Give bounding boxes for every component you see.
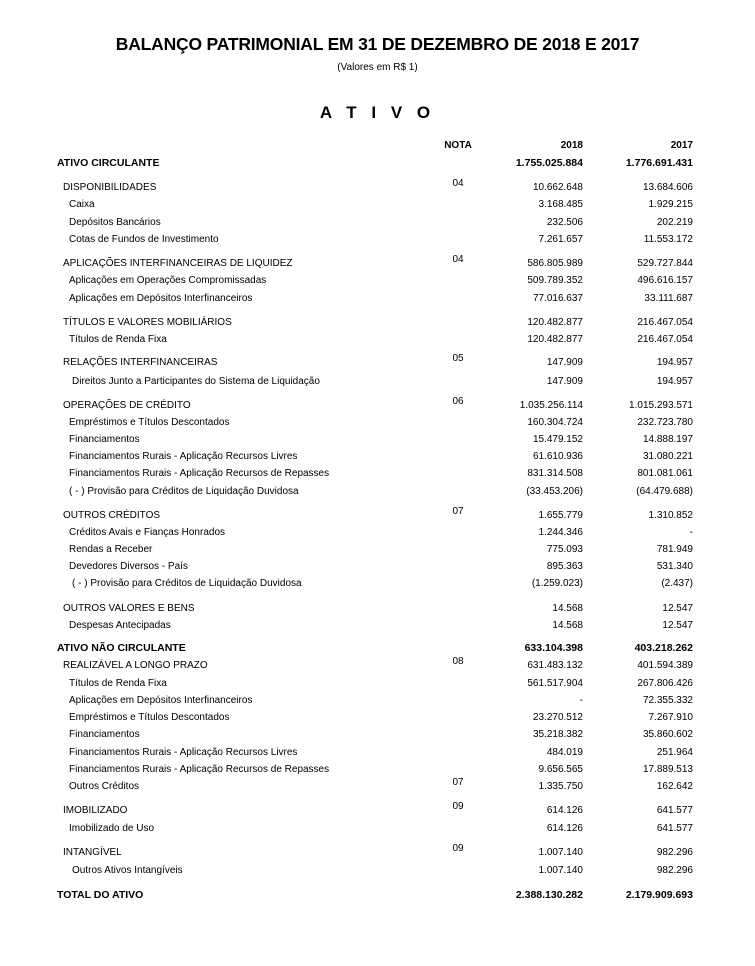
row-value-2017: 232.723.780: [637, 417, 693, 428]
row-value-2018: 1.755.025.884: [515, 157, 583, 169]
row-value-2017: 403.218.262: [634, 642, 693, 654]
row-value-2018: 61.610.936: [532, 451, 583, 462]
row-label: Devedores Diversos - País: [69, 561, 188, 572]
row-label: Outros Créditos: [69, 781, 140, 792]
row-value-2017: 641.577: [656, 805, 693, 816]
row-label: Financiamentos: [69, 729, 140, 740]
table-row: [0, 821, 755, 837]
row-label: Títulos de Renda Fixa: [69, 678, 167, 689]
table-row: [0, 693, 755, 709]
row-value-2018: 147.909: [546, 357, 583, 368]
row-value-2018: 1.035.256.114: [519, 400, 583, 411]
row-nota: 08: [452, 656, 464, 667]
row-nota: 04: [452, 178, 464, 189]
row-label: IMOBILIZADO: [63, 805, 128, 816]
row-value-2017: 72.355.332: [642, 695, 693, 706]
row-value-2017: 7.267.910: [648, 712, 693, 723]
table-row: [0, 803, 755, 819]
row-value-2018: 614.126: [546, 823, 583, 834]
row-value-2017: -: [689, 527, 693, 538]
row-nota: 05: [452, 353, 464, 364]
row-value-2017: 982.296: [656, 847, 693, 858]
row-value-2017: 1.929.215: [648, 199, 693, 210]
row-label: ( - ) Provisão para Créditos de Liquidação Duvidosa: [72, 578, 302, 589]
row-label: Financiamentos Rurais - Aplicação Recursos de Repasses: [69, 764, 330, 775]
row-value-2017: 13.684.606: [642, 182, 693, 193]
row-value-2018: 631.483.132: [527, 660, 583, 671]
table-row: [0, 256, 755, 272]
row-nota: 09: [452, 843, 464, 854]
row-value-2018: 9.656.565: [538, 764, 583, 775]
row-value-2017: 982.296: [656, 865, 693, 876]
table-row: [0, 601, 755, 617]
row-value-2018: 614.126: [546, 805, 583, 816]
row-label: Aplicações em Depósitos Interfinanceiros: [69, 293, 253, 304]
row-value-2018: 232.506: [546, 217, 583, 228]
row-label: Direitos Junto a Participantes do Sistema de Liquidação: [72, 376, 320, 387]
table-row: [0, 676, 755, 692]
table-row: [0, 484, 755, 500]
column-header-2018: 2018: [560, 140, 583, 151]
row-label: Rendas a Receber: [69, 544, 153, 555]
row-value-2018: 23.270.512: [532, 712, 583, 723]
row-value-2018: 1.244.346: [538, 527, 583, 538]
row-value-2018: 775.093: [546, 544, 583, 555]
row-label: OUTROS CRÉDITOS: [63, 510, 161, 521]
table-row: [0, 273, 755, 289]
row-label: Financiamentos Rurais - Aplicação Recursos de Repasses: [69, 468, 330, 479]
row-value-2017: 17.889.513: [642, 764, 693, 775]
table-row-total: [0, 887, 755, 903]
row-value-2017: 14.888.197: [642, 434, 693, 445]
table-row: [0, 374, 755, 390]
table-row: [0, 232, 755, 248]
column-header-2017: 2017: [670, 140, 693, 151]
row-label: Aplicações em Depósitos Interfinanceiros: [69, 695, 253, 706]
table-row: [0, 745, 755, 761]
row-value-2017: 496.616.157: [637, 275, 693, 286]
row-value-2018: 14.568: [552, 620, 583, 631]
table-row: [0, 466, 755, 482]
row-value-2018: 1.655.779: [538, 510, 583, 521]
table-row: [0, 542, 755, 558]
row-value-2017: 2.179.909.693: [625, 889, 693, 901]
row-label: APLICAÇÕES INTERFINANCEIRAS DE LIQUIDEZ: [63, 258, 293, 269]
page-subtitle: (Valores em R$ 1): [337, 62, 418, 73]
row-value-2017: 531.340: [656, 561, 693, 572]
row-label: TÍTULOS E VALORES MOBILIÁRIOS: [63, 317, 232, 328]
page-title: BALANÇO PATRIMONIAL EM 31 DE DEZEMBRO DE 2018 E 2017: [115, 34, 640, 54]
row-label: Financiamentos Rurais - Aplicação Recursos Livres: [69, 451, 298, 462]
row-value-2018: 1.335.750: [538, 781, 583, 792]
row-value-2017: (64.479.688): [636, 486, 693, 497]
table-row: [0, 180, 755, 196]
row-label: TOTAL DO ATIVO: [57, 889, 144, 901]
row-label: Depósitos Bancários: [69, 217, 161, 228]
row-label: REALIZÁVEL A LONGO PRAZO: [63, 660, 208, 671]
section-title: A T I V O: [319, 103, 436, 122]
column-header-nota: NOTA: [444, 140, 472, 151]
row-value-2017: 1.310.852: [648, 510, 693, 521]
row-value-2017: 801.081.061: [637, 468, 693, 479]
table-row: [0, 355, 755, 371]
row-value-2018: 35.218.382: [532, 729, 583, 740]
row-nota: 06: [452, 396, 464, 407]
row-value-2017: 1.015.293.571: [629, 400, 693, 411]
row-value-2018: 1.007.140: [538, 865, 583, 876]
row-label: Despesas Antecipadas: [69, 620, 171, 631]
table-row: [0, 762, 755, 778]
table-row: [0, 197, 755, 213]
row-value-2017: 529.727.844: [637, 258, 693, 269]
row-value-2017: 194.957: [656, 357, 693, 368]
row-value-2017: 401.594.389: [637, 660, 693, 671]
row-value-2017: 216.467.054: [637, 317, 693, 328]
row-nota: 07: [452, 777, 464, 788]
table-row: [0, 863, 755, 879]
table-row: [0, 315, 755, 331]
table-row: [0, 658, 755, 674]
table-row: [0, 710, 755, 726]
row-label: DISPONIBILIDADES: [63, 182, 157, 193]
row-label: ATIVO CIRCULANTE: [57, 157, 160, 169]
row-value-2017: 31.080.221: [642, 451, 693, 462]
table-row-total: [0, 640, 755, 656]
row-value-2018: 15.479.152: [532, 434, 583, 445]
table-row: [0, 525, 755, 541]
row-value-2018: 2.388.130.282: [515, 889, 583, 901]
row-value-2018: 895.363: [546, 561, 583, 572]
row-label: Financiamentos: [69, 434, 140, 445]
row-value-2018: 633.104.398: [524, 642, 583, 654]
table-row: [0, 432, 755, 448]
table-row: [0, 415, 755, 431]
row-value-2017: 251.964: [656, 747, 693, 758]
row-value-2018: 3.168.485: [538, 199, 583, 210]
row-value-2018: 561.517.904: [527, 678, 583, 689]
row-value-2017: 216.467.054: [637, 334, 693, 345]
row-value-2017: 162.642: [656, 781, 693, 792]
table-row: [0, 398, 755, 414]
row-value-2017: 12.547: [662, 603, 693, 614]
table-row: [0, 576, 755, 592]
row-label: Empréstimos e Títulos Descontados: [69, 712, 230, 723]
row-value-2018: 147.909: [546, 376, 583, 387]
table-row: [0, 291, 755, 307]
row-value-2017: 1.776.691.431: [625, 157, 693, 169]
row-value-2018: 1.007.140: [538, 847, 583, 858]
row-nota: 04: [452, 254, 464, 265]
row-label: ( - ) Provisão para Créditos de Liquidação Duvidosa: [69, 486, 299, 497]
row-label: Créditos Avais e Fianças Honrados: [69, 527, 226, 538]
table-row: [0, 779, 755, 795]
row-value-2018: (33.453.206): [526, 486, 583, 497]
table-row: [0, 508, 755, 524]
row-value-2017: 12.547: [662, 620, 693, 631]
row-value-2018: 10.662.648: [532, 182, 583, 193]
table-row: [0, 559, 755, 575]
row-label: Financiamentos Rurais - Aplicação Recursos Livres: [69, 747, 298, 758]
row-value-2018: 586.805.989: [527, 258, 583, 269]
row-label: Outros Ativos Intangíveis: [72, 865, 183, 876]
table-row: [0, 845, 755, 861]
row-value-2017: 202.219: [656, 217, 693, 228]
table-row: [0, 727, 755, 743]
row-value-2017: (2.437): [661, 578, 693, 589]
row-value-2018: 509.789.352: [527, 275, 583, 286]
table-row-total: [0, 155, 755, 171]
row-value-2018: 831.314.508: [527, 468, 583, 479]
row-nota: 09: [452, 801, 464, 812]
table-row: [0, 332, 755, 348]
row-value-2018: (1.259.023): [531, 578, 583, 589]
row-value-2018: 160.304.724: [527, 417, 583, 428]
row-nota: 07: [452, 506, 464, 517]
row-value-2017: 33.111.687: [644, 293, 693, 304]
row-value-2017: 11.553.172: [643, 234, 693, 245]
row-value-2017: 194.957: [656, 376, 693, 387]
row-value-2018: 484.019: [546, 747, 583, 758]
row-value-2018: 120.482.877: [527, 317, 583, 328]
row-label: Títulos de Renda Fixa: [69, 334, 167, 345]
row-label: OPERAÇÕES DE CRÉDITO: [63, 400, 191, 411]
row-value-2018: 77.016.637: [532, 293, 583, 304]
table-row: [0, 618, 755, 634]
row-label: Aplicações em Operações Compromissadas: [69, 275, 267, 286]
row-label: RELAÇÕES INTERFINANCEIRAS: [63, 357, 218, 368]
row-value-2017: 35.860.602: [642, 729, 693, 740]
table-row: [0, 215, 755, 231]
row-value-2017: 267.806.426: [637, 678, 693, 689]
row-value-2018: 7.261.657: [538, 234, 583, 245]
row-label: ATIVO NÃO CIRCULANTE: [57, 642, 186, 654]
row-label: INTANGÍVEL: [63, 847, 122, 858]
table-row: [0, 449, 755, 465]
row-label: Empréstimos e Títulos Descontados: [69, 417, 230, 428]
row-label: Imobilizado de Uso: [69, 823, 155, 834]
row-value-2017: 641.577: [656, 823, 693, 834]
row-label: Caixa: [69, 199, 95, 210]
row-value-2018: 120.482.877: [527, 334, 583, 345]
row-value-2017: 781.949: [656, 544, 693, 555]
row-value-2018: 14.568: [552, 603, 583, 614]
row-label: OUTROS VALORES E BENS: [63, 603, 195, 614]
row-value-2018: -: [579, 695, 583, 706]
row-label: Cotas de Fundos de Investimento: [69, 234, 219, 245]
